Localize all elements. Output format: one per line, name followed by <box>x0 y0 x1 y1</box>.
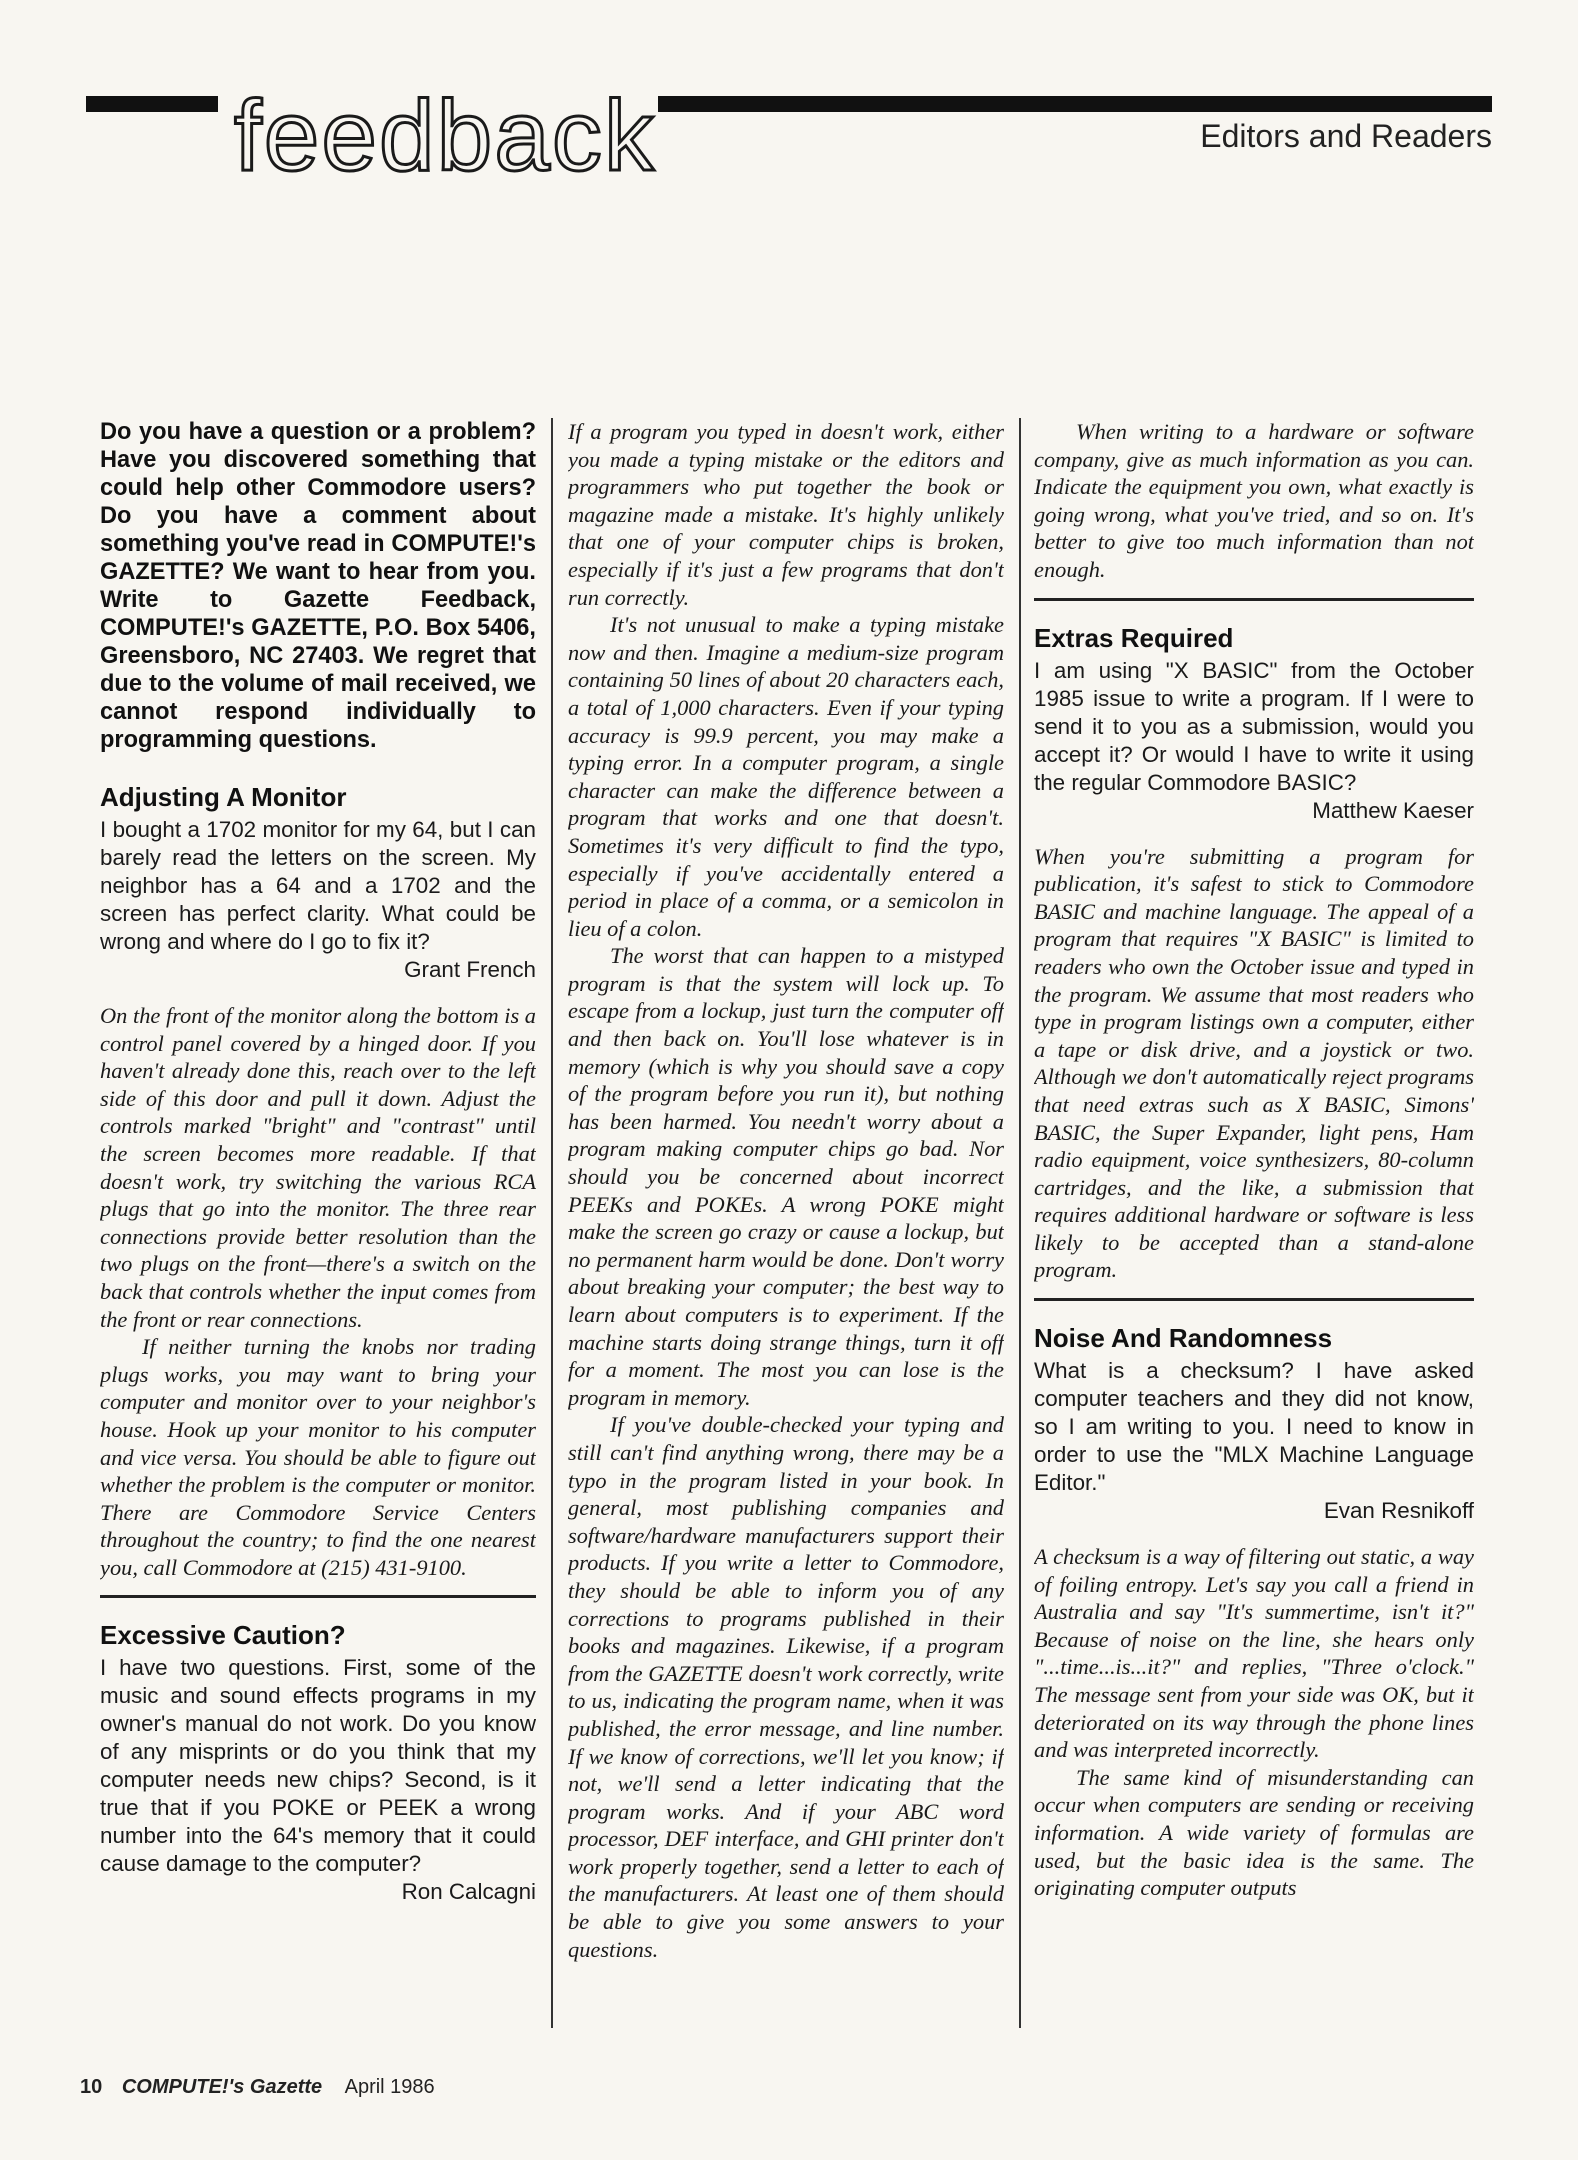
letter-signature: Ron Calcagni <box>401 1879 536 1905</box>
feedback-logo: feedback <box>234 80 656 192</box>
section-rule <box>1034 598 1474 601</box>
column-divider <box>1019 418 1021 2028</box>
editor-answer: On the front of the monitor along the bottom is a control panel covered by a hinged door. If you haven't already done this, reach over to the left side of this door and pull it down. Adjust the controls marked "bright" and "contrast" until the screen becomes more readable. If that doesn't work, try switching the various RCA plugs that go into the monitor. The three rear connections provide better resolution than the two plugs on the front—there's a switch on the back that controls whether the input comes from the front or rear connections. <box>100 1003 536 1332</box>
letter-signature: Evan Resnikoff <box>1323 1498 1474 1524</box>
letter-signature: Grant French <box>404 957 536 982</box>
section-rule <box>1034 1298 1474 1301</box>
section-rule <box>100 1595 536 1598</box>
reader-letter: I bought a 1702 monitor for my 64, but I can barely read the letters on the screen. My neighbor has a 64 and a 1702 and the screen has perfect clarity. What could be wrong and where do I go to fix it? <box>100 817 536 954</box>
reader-letter: I have two questions. First, some of the music and sound effects programs in my owner's manual do not work. Do you know of any misprints or do you think that my computer needs new chips? Second, is it true that if you POKE or PEEK a wrong number into the 64's memory that it could cause damage to the computer? <box>100 1655 536 1877</box>
page-number: 10 <box>80 2076 103 2098</box>
heading-excessive-caution: Excessive Caution? <box>100 1620 346 1651</box>
page-footer <box>80 2076 435 2099</box>
heading-extras-required: Extras Required <box>1034 622 1234 653</box>
section-label: Editors and Readers <box>1200 118 1492 154</box>
editor-answer: It's not unusual to make a typing mistake now and then. Imagine a medium-size program containing 50 lines of about 20 characters each, a total of 1,000 characters. Even if your typing accuracy is 99.9 percent, you may make a typing error. In a computer program, a single character can make the difference between a program that works and one that doesn't. Sometimes it's very difficult to find the typo, especially if you've accidentally entered a period in place of a comma, or a semicolon in lieu of a colon. <box>568 612 1004 941</box>
editor-answer: If you've double-checked your typing and still can't find anything wrong, there may be a typo in the program listed in your book. In general, most publishing companies and software/hardware manufacturers support their products. If you write a letter to Commodore, they should be able to inform you of any corrections to programs published in their books and magazines. Likewise, if a program from the GAZETTE doesn't work correctly, write to us, indicating the program name, when it was published, the error message, and line number. If we know of corrections, we'll let you know; if not, we'll send a letter indicating that the program works. And if your ABC word processor, DEF interface, and GHI printer don't work properly together, send a letter to each of the manufacturers. At least one of them should be able to give you some answers to your questions. <box>568 1412 1004 1962</box>
heading-noise-randomness: Noise And Randomness <box>1034 1323 1333 1354</box>
editor-answer: When writing to a hardware or software company, give as much information as you can. Indicate the equipment you own, what exactly is going wrong, what you've tried, and so on. It's better to give too much information than not enough. <box>1034 419 1474 582</box>
heading-adjusting-monitor: Adjusting A Monitor <box>100 782 347 812</box>
reader-letter: What is a checksum? I have asked computer teachers and they did not know, so I am writing to you. I need to know in order to use the "MLX Machine Language Editor." <box>1034 1358 1474 1496</box>
intro-text: Do you have a question or a problem? Have you discovered something that could help other Commodore users? Do you have a comment about something you've read in COMPUTE!'s GAZETTE? We want to hear from you. Write to Gazette Feedback, COMPUTE!'s GAZETTE, P.O. Box 5406, Greensboro, NC 27403. We regret that due to the volume of mail received, we cannot respond individually to programming questions. <box>100 419 536 753</box>
column-3 <box>1034 418 1474 2032</box>
editor-answer: The same kind of misunderstanding can occur when computers are sending or receiving information. A wide variety of formulas are used, but the basic idea is the same. The originating computer outputs <box>1034 1764 1474 1901</box>
column-2 <box>568 418 1004 2032</box>
letter-signature: Matthew Kaeser <box>1312 797 1474 823</box>
editor-answer: When you're submitting a program for publication, it's safest to stick to Commodore BASIC and machine language. The appeal of a program that requires "X BASIC" is limited to readers who own the October issue and typed in the program. We assume that most readers who type in program listings own a computer, either a tape or disk drive, and a joystick or two. Although we don't automatically reject programs that need extras such as X BASIC, Simons' BASIC, the Super Expander, light pens, Ham radio equipment, voice synthesizers, 80-column cartridges, and the like, a submission that requires additional hardware or software is less likely to be accepted than a stand-alone program. <box>1034 843 1474 1283</box>
editor-answer: If a program you typed in doesn't work, either you made a typing mistake or the editors and programmers who put together the book or magazine made a mistake. It's highly unlikely that one of your computer chips is broken, especially if it's just a few programs that don't run correctly. <box>568 419 1004 610</box>
reader-letter: I am using "X BASIC" from the October 1985 issue to write a program. If I were to send it to you as a submission, would you accept it? Or would I have to write it using the regular Commodore BASIC? <box>1034 657 1474 795</box>
column-divider <box>551 418 553 2028</box>
editor-answer: The worst that can happen to a mistyped program is that the system will lock up. To escape from a lockup, just turn the computer off and then back on. You'll lose whatever is in memory (which is why you should save a copy of the program before you run it), but nothing has been harmed. You needn't worry about a program making computer chips go bad. Nor should you be concerned about incorrect PEEKs and POKEs. A wrong POKE might make the screen go crazy or cause a lockup, but no permanent harm would be done. Don't worry about breaking your computer; the best way to learn about computers is to experiment. If the machine starts doing strange things, turn it off for a moment. The most you can lose is the program in memory. <box>568 943 1004 1410</box>
editor-answer: If neither turning the knobs nor trading plugs works, you may want to bring your computer and monitor over to your neighbor's house. Hook up your monitor to his computer and vice versa. You should be able to figure out whether the problem is the computer or monitor. There are Commodore Service Centers throughout the country; to find the one nearest you, call Commodore at (215) 431-9100. <box>100 1334 536 1580</box>
column-1 <box>100 418 536 2032</box>
editor-answer: A checksum is a way of filtering out static, a way of foiling entropy. Let's say you call a friend in Australia and say "It's summertime, isn't it?" Because of noise on the line, she hears only "...time...is...it?" and replies, "Three o'clock." The message sent from your side was OK, but it deteriorated on its way through the phone lines and was interpreted incorrectly. <box>1034 1544 1474 1763</box>
issue-date: April 1986 <box>344 2076 435 2098</box>
magazine-name: COMPUTE!'s Gazette <box>121 2076 323 2098</box>
